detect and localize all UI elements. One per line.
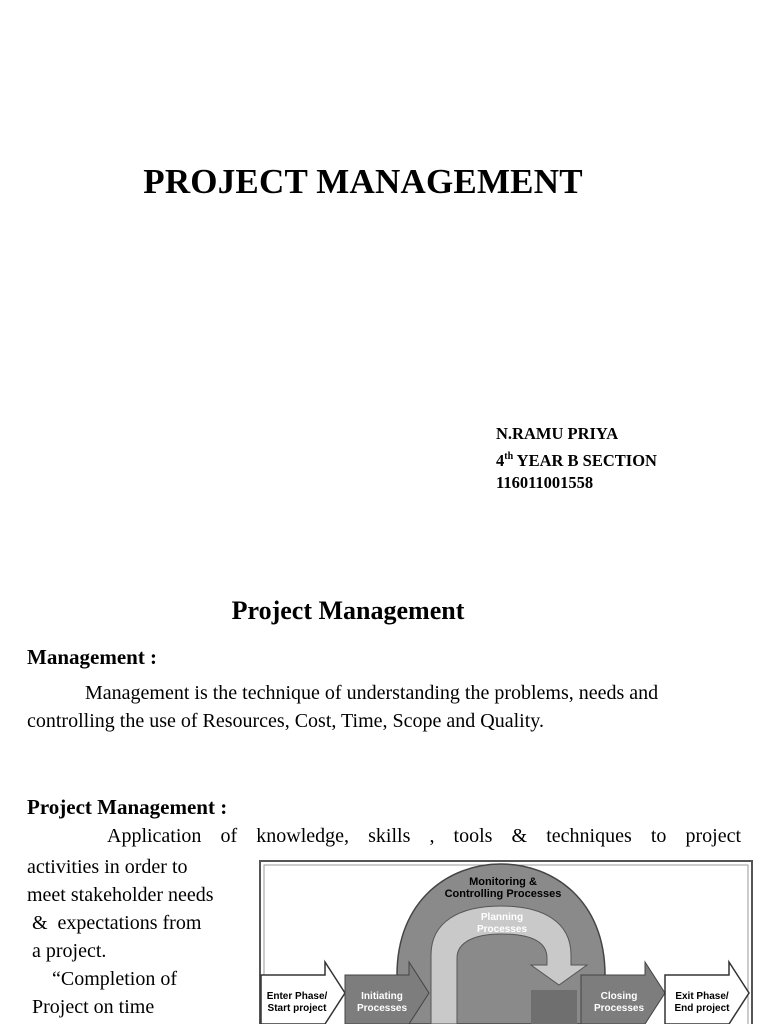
slide-title: PROJECT MANAGEMENT — [143, 162, 583, 201]
initiating-label-2: Processes — [356, 1003, 408, 1014]
pm-line: meet stakeholder needs — [27, 884, 214, 906]
pm-definition-continued — [27, 853, 214, 1021]
monitoring-label-1: Monitoring & — [469, 876, 537, 888]
author-year: 4th YEAR B SECTION — [496, 450, 657, 470]
project-management-heading: Project Management : — [27, 795, 228, 819]
pm-definition-line: Application of knowledge, skills , tools & techniques to project — [107, 825, 741, 847]
closing-label-2: Processes — [593, 1003, 645, 1014]
pm-line: Project on time — [27, 996, 155, 1018]
enter-phase-label-2: Start project — [267, 1003, 327, 1014]
management-heading: Management : — [27, 645, 158, 669]
author-roll-number: 116011001558 — [496, 473, 594, 492]
planning-label-1: Planning — [480, 912, 524, 923]
initiating-label-1: Initiating — [361, 991, 403, 1002]
section-title: Project Management — [231, 596, 465, 625]
pm-line: & expectations from — [27, 912, 202, 934]
author-name: N.RAMU PRIYA — [496, 424, 619, 443]
executing-block — [531, 990, 577, 1024]
monitoring-label-2: Controlling Processes — [444, 888, 562, 900]
pm-line: “Completion of — [27, 968, 177, 990]
pm-line: a project. — [27, 940, 107, 962]
enter-phase-label-1: Enter Phase/ — [266, 991, 328, 1002]
process-groups-diagram — [259, 860, 753, 1024]
exit-phase-label-2: End project — [674, 1003, 730, 1014]
management-paragraph: Management is the technique of understanding the problems, needs and controlling the use of Resources, Cost, Time, Scope and Quality. — [27, 682, 659, 732]
pm-line: activities in order to — [27, 856, 188, 878]
closing-label-1: Closing — [600, 991, 638, 1002]
planning-label-2: Processes — [476, 924, 528, 935]
exit-phase-label-1: Exit Phase/ — [675, 991, 729, 1002]
author-block — [496, 423, 657, 495]
